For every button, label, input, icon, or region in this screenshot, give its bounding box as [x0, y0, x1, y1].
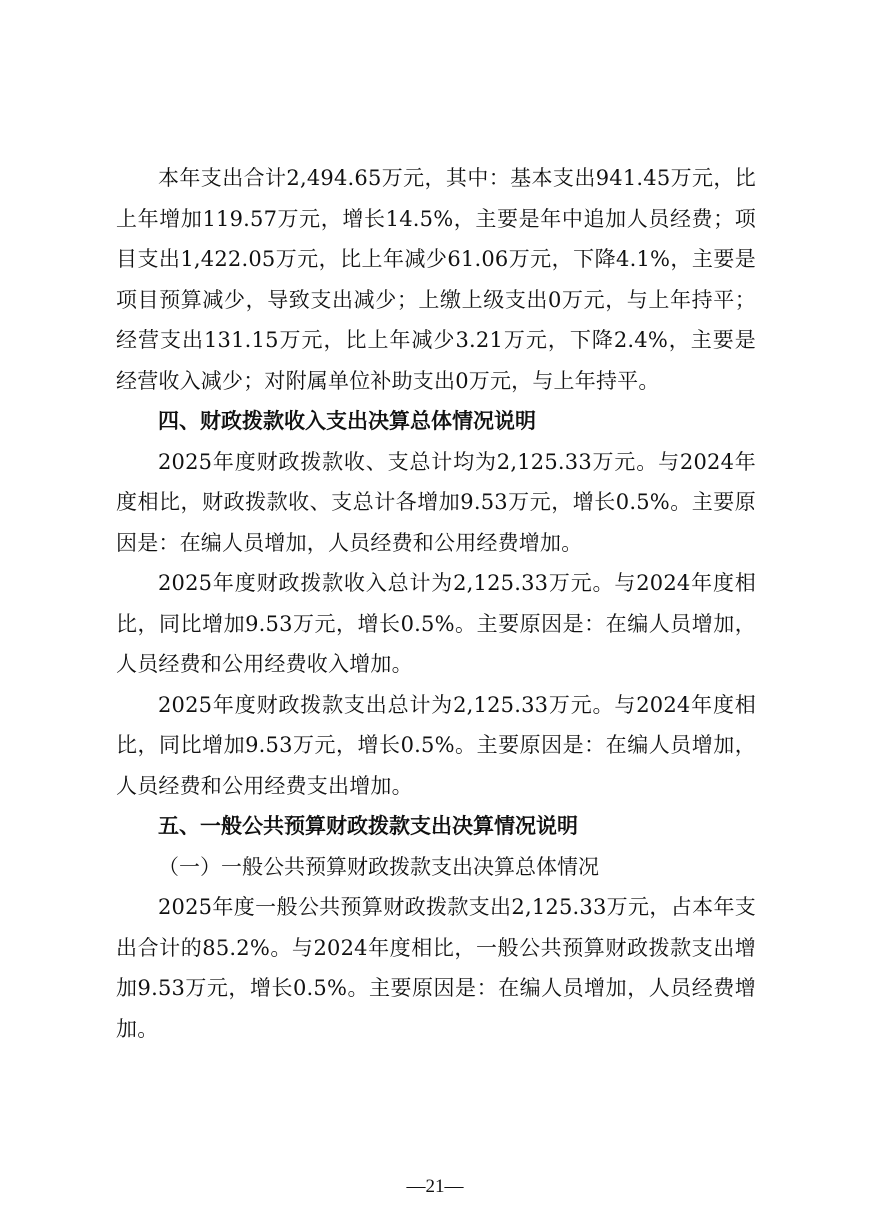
document-body: [116, 158, 756, 1049]
section-heading-4: 四、财政拨款收入支出决算总体情况说明: [158, 409, 536, 433]
subsection-heading-1: （一）一般公共预算财政拨款支出决算总体情况: [158, 854, 599, 879]
page-number: —21—: [406, 1176, 464, 1197]
paragraph-fiscal-income: 2025年度财政拨款收入总计为2,125.33万元。与2024年度相比，同比增加9.53万元，增长0.5%。主要原因是：在编人员增加，人员经费和公用经费收入增加。: [116, 571, 756, 676]
paragraph-fiscal-total: 2025年度财政拨款收、支总计均为2,125.33万元。与2024年度相比，财政拨款收、支总计各增加9.53万元，增长0.5%。主要原因是：在编人员增加，人员经费和公用经费增加。: [116, 449, 756, 555]
paragraph-general-budget: 2025年度一般公共预算财政拨款支出2,125.33万元，占本年支出合计的85.2%。与2024年度相比，一般公共预算财政拨款支出增加9.53万元，增长0.5%。主要原因是：在编人员增加，人员经费增加。: [116, 895, 756, 1041]
paragraph-expenditure-summary: 本年支出合计2,494.65万元，其中：基本支出941.45万元，比上年增加119.57万元，增长14.5%，主要是年中追加人员经费；项目支出1,422.05万元，比上年减少61.06万元，下降4.1%，主要是项目预算减少，导致支出减少；上缴上级支出0万元，与上年持平；经营支出131.15万元，比上年减少3.21万元，下降2.4%，主要是经营收入减少；对附属单位补助支出0万元，与上年持平。: [116, 166, 756, 393]
section-heading-5: 五、一般公共预算财政拨款支出决算情况说明: [158, 814, 578, 838]
paragraph-fiscal-expenditure: 2025年度财政拨款支出总计为2,125.33万元。与2024年度相比，同比增加9.53万元，增长0.5%。主要原因是：在编人员增加，人员经费和公用经费支出增加。: [116, 692, 756, 798]
